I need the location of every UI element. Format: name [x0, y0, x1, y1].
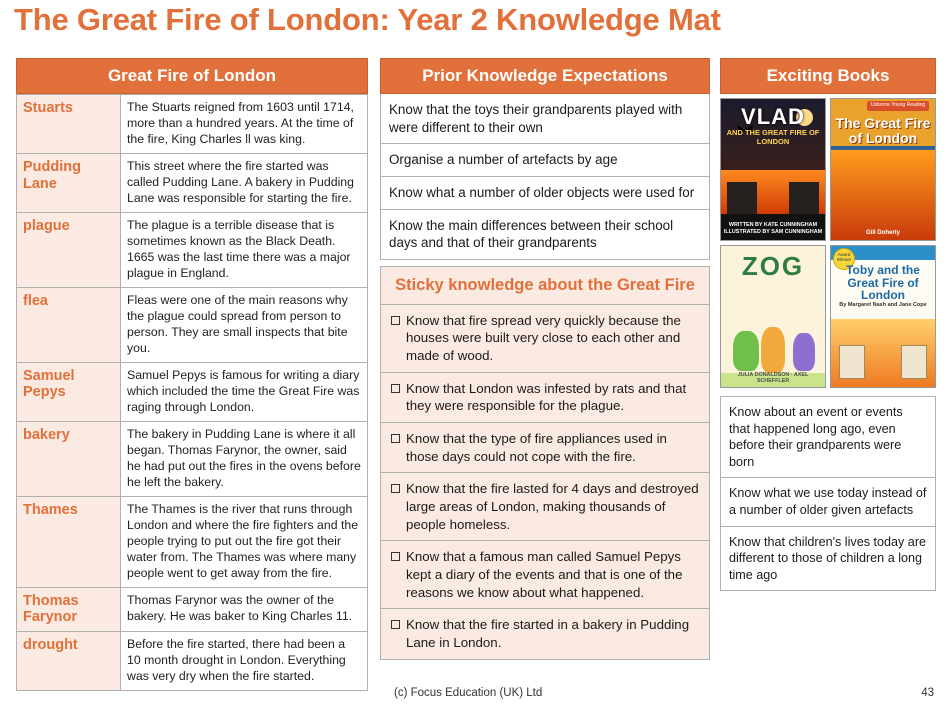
table-row	[17, 587, 368, 631]
book-author: WRITTEN BY KATE CUNNINGHAM ILLUSTRATED BY SAM CUNNINGHAM	[723, 222, 823, 235]
vocab-term: Samuel Pepys	[17, 362, 121, 421]
list-item: Organise a number of artefacts by age	[381, 144, 709, 177]
footer-copyright: (c) Focus Education (UK) Ltd	[394, 687, 543, 699]
vocab-term: Pudding Lane	[17, 153, 121, 212]
list-item	[381, 473, 709, 541]
list-item	[381, 305, 709, 373]
list-item: Know the main differences between their school days and that of their grandparents	[381, 210, 709, 259]
list-item	[381, 609, 709, 658]
book-subtitle: By Margaret Nash and Jane Cope	[839, 302, 927, 308]
flames-graphic	[831, 150, 935, 240]
vocab-term: Stuarts	[17, 95, 121, 154]
vocab-definition: Thomas Farynor was the owner of the bakery. He was baker to King Charles 11.	[121, 587, 368, 631]
list-item	[381, 423, 709, 473]
prior-knowledge-header: Prior Knowledge Expectations	[380, 58, 710, 94]
checkbox-icon	[391, 384, 400, 393]
checkbox-icon	[391, 434, 400, 443]
sticky-knowledge-header: Sticky knowledge about the Great Fire	[380, 266, 710, 305]
dragon-graphic	[733, 331, 759, 371]
table-row	[17, 631, 368, 690]
table-row	[17, 153, 368, 212]
sticky-item-text: Know that the type of fire appliances used in those days could not cope with the fire.	[406, 431, 667, 464]
vocab-term: drought	[17, 631, 121, 690]
list-item: Know about an event or events that happened long ago, even before their grandparents were born	[721, 397, 935, 478]
vocab-definition: Fleas were one of the main reasons why the plague could spread from person to person. They are small inspects that bite you.	[121, 287, 368, 362]
dragon-graphic	[761, 327, 785, 373]
list-item: Know what a number of older objects were used for	[381, 177, 709, 210]
dragon-graphic	[793, 333, 815, 371]
sticky-item-text: Know that a famous man called Samuel Pepys kept a diary of the events and that is one of the reasons we know about what happened.	[406, 549, 683, 600]
vocab-definition: The bakery in Pudding Lane is where it all began. Thomas Farynor, the owner, said he had put out the fires in the ovens before he left the bakery.	[121, 421, 368, 496]
house-graphic	[839, 345, 865, 379]
vocab-term: Thames	[17, 496, 121, 587]
book-title: Toby and the Great Fire of London	[846, 263, 920, 303]
publisher-badge: Usborne Young Reading	[867, 101, 929, 111]
book-cover-vlad	[720, 98, 826, 241]
table-row	[17, 496, 368, 587]
checkbox-icon	[391, 620, 400, 629]
footer-page-number: 43	[921, 687, 934, 699]
list-item	[381, 541, 709, 609]
book-author: JULIA DONALDSON · AXEL SCHEFFLER	[737, 372, 809, 385]
vocab-definition: The Stuarts reigned from 1603 until 1714, more than a hundred years. At the time of the fire, King Charles ll was king.	[121, 95, 368, 154]
table-row	[17, 421, 368, 496]
vocab-definition: The Thames is the river that runs through London and where the fire fighters and the people trying to put out the fire got their water from. The Thames was where many people went to get away from the fire.	[121, 496, 368, 587]
book-title: The Great Fire of London	[835, 115, 931, 146]
book-title: VLAD	[741, 104, 805, 129]
list-item: Know that the toys their grandparents played with were different to their own	[381, 94, 709, 144]
list-item: Know that children's lives today are different to those of children a long time ago	[721, 527, 935, 591]
sticky-item-text: Know that London was infested by rats and that they were responsible for the plague.	[406, 380, 687, 414]
book-author: Gill Doherty	[865, 229, 900, 236]
additional-knowledge-list	[720, 396, 936, 591]
book-cover-zog	[720, 245, 826, 388]
checkbox-icon	[391, 316, 400, 325]
book-title: ZOG	[741, 251, 805, 281]
vocab-term: plague	[17, 212, 121, 287]
sticky-knowledge-list	[380, 305, 710, 660]
table-row	[17, 95, 368, 154]
vocabulary-column	[16, 58, 368, 691]
checkbox-icon	[391, 484, 400, 493]
sticky-item-text: Know that the fire started in a bakery in Pudding Lane in London.	[406, 617, 690, 651]
vocabulary-table	[16, 94, 368, 691]
book-subtitle: AND THE GREAT FIRE OF LONDON	[726, 128, 820, 146]
checkbox-icon	[391, 552, 400, 561]
vocab-term: bakery	[17, 421, 121, 496]
list-item	[381, 373, 709, 423]
table-row	[17, 287, 368, 362]
vocab-definition: This street where the fire started was called Pudding Lane. A bakery in Pudding Lane was responsible for starting the fire.	[121, 153, 368, 212]
book-cover-toby-great-fire	[830, 245, 936, 388]
vocab-term: Thomas Farynor	[17, 587, 121, 631]
prior-knowledge-column	[380, 58, 710, 660]
vocab-definition: Before the fire started, there had been a 10 month drought in London. Everything was very dry when the fire started.	[121, 631, 368, 690]
books-column	[720, 58, 936, 591]
vocab-definition: Samuel Pepys is famous for writing a diary which included the time the Great Fire was raging through London.	[121, 362, 368, 421]
table-row	[17, 362, 368, 421]
page-title: The Great Fire of London: Year 2 Knowledge Mat	[14, 2, 721, 37]
house-graphic	[901, 345, 927, 379]
book-covers-grid	[720, 98, 936, 388]
books-column-header: Exciting Books	[720, 58, 936, 94]
vocab-term: flea	[17, 287, 121, 362]
sticky-item-text: Know that fire spread very quickly because the houses were built very close to each other and made of wood.	[406, 312, 681, 364]
sticky-item-text: Know that the fire lasted for 4 days and destroyed large areas of London, making thousands of people homeless.	[406, 481, 699, 532]
table-row	[17, 212, 368, 287]
vocabulary-column-header: Great Fire of London	[16, 58, 368, 94]
prior-knowledge-list	[380, 94, 710, 260]
list-item: Know what we use today instead of a number of older given artefacts	[721, 478, 935, 526]
book-cover-great-fire-of-london	[830, 98, 936, 241]
vocab-definition: The plague is a terrible disease that is sometimes known as the Black Death. 1665 was the last time there was a major plague in England.	[121, 212, 368, 287]
award-badge: Award Winner	[833, 248, 855, 270]
